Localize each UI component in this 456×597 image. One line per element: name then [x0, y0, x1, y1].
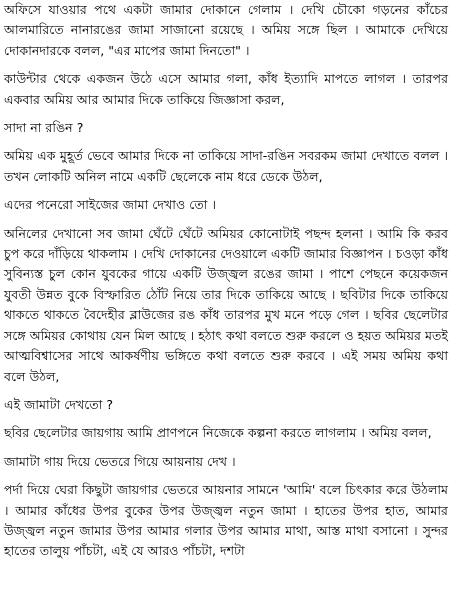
paragraph-10: পর্দা দিয়ে ঘেরা কিছুটা জায়গার ভেতরে আয়নার সামনে 'আমি' বলে চিৎকার করে উঠলাম । আমার কাঁধের উপর বুকের উপর উজ্জ্বল নতুন জামা । হাতের উপর হাত, আমার উজ্জ্বল নতুন জামার উপর আমার গলার উপর আমার মাথা, আস্ত মাথা বসানো । সুন্দর হাতের তালুয় পাঁচটা, এই যে আরও পাঁচটা, দশটা: [4, 482, 448, 559]
paragraph-7: এই জামাটা দেখতো ?: [4, 396, 114, 412]
paragraph-5: এদের পনেরো সাইজের জামা দেখাও তো ।: [4, 197, 216, 213]
paragraph-6: অনিলের দেখানো সব জামা ঘেঁটে ঘেঁটে অমিয়র কোনোটাই পছন্দ হলনা । আমি কি করব চুপ করে দাঁড়িয়ে থাকলাম । দেখি দোকানের দেওয়ালে একটি জামার বিজ্ঞাপন । চওড়া কাঁধ সুবিন্যস্ত চুল কোন যুবকের গায়ে একটি উজ্জ্বল রঙের জামা । পাশে পেছনে কয়েকজন যুবতী উন্নত বুকে বিস্ফারিত ঠোঁট নিয়ে তার দিকে তাকিয়ে আছে । ছবিটার দিকে তাকিয়ে থাকতে থাকতে বৈদেহীর ব্লাউজের রঙ কাঁধ তারপর মুখ মনে পড়ে গেল । ছবির ছেলেটার সঙ্গে অমিয়র কোথায় যেন মিল আছে । হঠাৎ কথা বলতে শুরু করলে ও হয়ত অমিয়র মতই আত্মবিশ্বাসের সাথে আকর্ষণীয় ভঙ্গিতে কথা বলতে শুরু করবে । এই সময় অমিয় কথা বলে উঠল,: [4, 225, 448, 384]
paragraph-3: সাদা না রঙিন ?: [4, 120, 84, 136]
paragraph-9: জামাটা গায় দিয়ে ভেতরে গিয়ে আয়নায় দেখ ।: [4, 453, 236, 469]
paragraph-8: ছবির ছেলেটার জায়গায় আমি প্রাণপনে নিজেকে কল্পনা করতে লাগলাম । অমিয় বলল,: [4, 425, 432, 441]
paragraph-4: অমিয় এক মুহূর্ত ভেবে আমার দিকে না তাকিয়ে সাদা-রঙিন সবরকম জামা দেখাতে বলল । তখন লোকটি অনিল নামে একটি ছেলেকে নাম ধরে ডেকে উঠল,: [4, 148, 448, 184]
paragraph-1: অফিসে যাওয়ার পথে একটা জামার দোকানে গেলাম । দেখি চৌকো গড়নের কাঁচের আলমারিতে নানারঙের জামা সাজানো রয়েছে । অমিয় সঙ্গে ছিল । আমাকে দেখিয়ে দোকানদারকে বলল, "এর মাপের জামা দিনতো" ।: [4, 2, 448, 58]
paragraph-2: কাউন্টার থেকে একজন উঠে এসে আমার গলা, কাঁধ ইত্যাদি মাপতে লাগল । তারপর একবার অমিয় আর আমার দিকে তাকিয়ে জিজ্ঞাসা করল,: [4, 71, 448, 107]
